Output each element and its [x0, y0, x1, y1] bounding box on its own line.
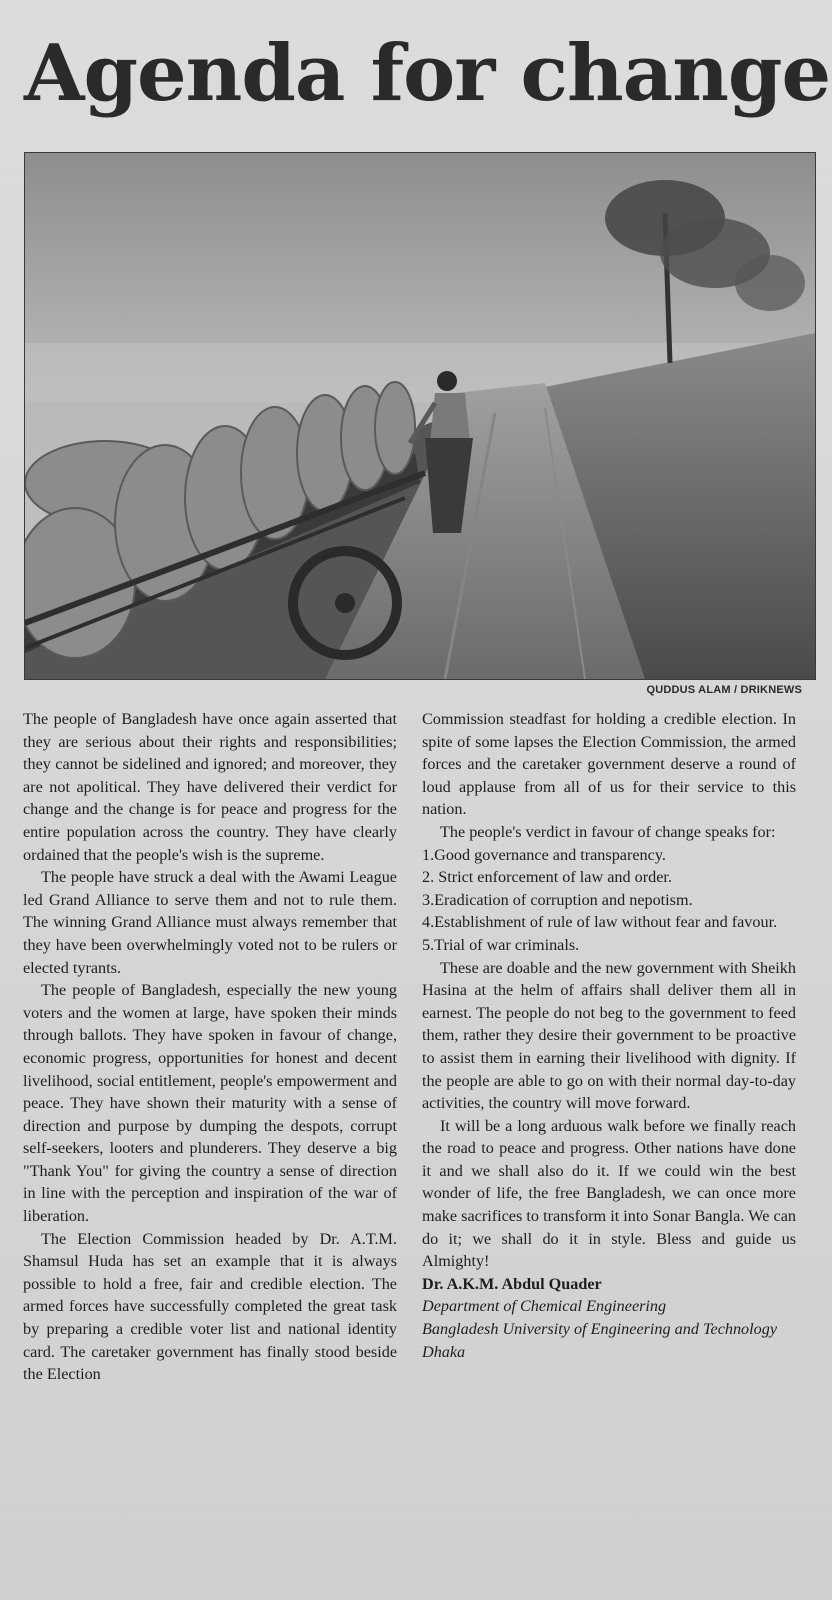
article-paragraph: These are doable and the new government with Sheikh Hasina at the helm of affairs shall deliver them all in earnest. The people do not beg to the government to feed them, rather they desire their government to be proactive to assist them in earning their livelihood with dignity. If the people are able to go on with their normal day-to-day activities, the country will move forward.: [422, 958, 796, 1113]
article-paragraph: Commission steadfast for holding a credible election. In spite of some lapses the Election Commission, the armed forces and the caretaker government deserve a round of loud applause from all of us for their service to this nation.: [422, 710, 796, 819]
article-paragraph: The Election Commission headed by Dr. A.T.M. Shamsul Huda has set an example that it is always possible to hold a free, fair and credible election. The armed forces have successfully completed the great task by preparing a credible voter list and national identity card. The caretaker government has finally stood beside the Election: [23, 1229, 397, 1384]
list-item: 5.Trial of war criminals.: [422, 935, 580, 954]
author-name: Dr. A.K.M. Abdul Quader: [422, 1274, 602, 1293]
article-paragraph: The people's verdict in favour of change speaks for:: [440, 822, 776, 841]
article-column-left: [23, 708, 397, 1386]
article-paragraph: The people of Bangladesh, especially the new young voters and the women at large, have spoken their minds through ballots. They have spoken in favour of change, economic progress, opportunities for honest and decent livelihood, social entitlement, people's empowerment and peace. They have shown their maturity with a sense of direction and purpose by dumping the despots, corrupt self-seekers, looters and plunderers. They deserve a big "Thank You" for giving the country a sense of direction in line with the perception and inspiration of the war of liberation.: [23, 981, 397, 1226]
photo-illustration: [25, 153, 815, 679]
author-university: Bangladesh University of Engineering and Technology: [422, 1320, 778, 1339]
photo-credit: QUDDUS ALAM / DRIKNEWS: [646, 684, 802, 696]
headline: Agenda for change: [24, 28, 831, 119]
article-paragraph: It will be a long arduous walk before we finally reach the road to peace and progress. Other nations have done it and we shall also do it. If we could win the best wonder of life, the free Bangladesh, we can once more make sacrifices to transform it into Sonar Bangla. We can do it; we shall do it in style. Bless and guide us Almighty!: [422, 1116, 796, 1271]
article-paragraph: The people of Bangladesh have once again asserted that they are serious about their rights and responsibilities; they cannot be sidelined and ignored; and moreover, they are not apolitical. They have delivered their verdict for change and the change is for peace and progress for the entire population across the country. They have clearly ordained that the people's wish is the supreme.: [23, 710, 397, 864]
list-item: 4.Establishment of rule of law without fear and favour.: [422, 913, 778, 932]
verdict-list: [422, 844, 796, 957]
list-item: 3.Eradication of corruption and nepotism.: [422, 890, 693, 909]
author-department: Department of Chemical Engineering: [422, 1297, 667, 1316]
list-item: 1.Good governance and transparency.: [422, 845, 666, 864]
author-city: Dhaka: [422, 1342, 466, 1361]
list-item: 2. Strict enforcement of law and order.: [422, 868, 672, 887]
article-paragraph: The people have struck a deal with the Awami League led Grand Alliance to serve them and not to rule them. The winning Grand Alliance must always remember that they have been overwhelmingly voted not to be rulers or elected tyrants.: [23, 868, 397, 977]
news-photo: [24, 152, 816, 680]
article-column-right: [422, 708, 796, 1363]
